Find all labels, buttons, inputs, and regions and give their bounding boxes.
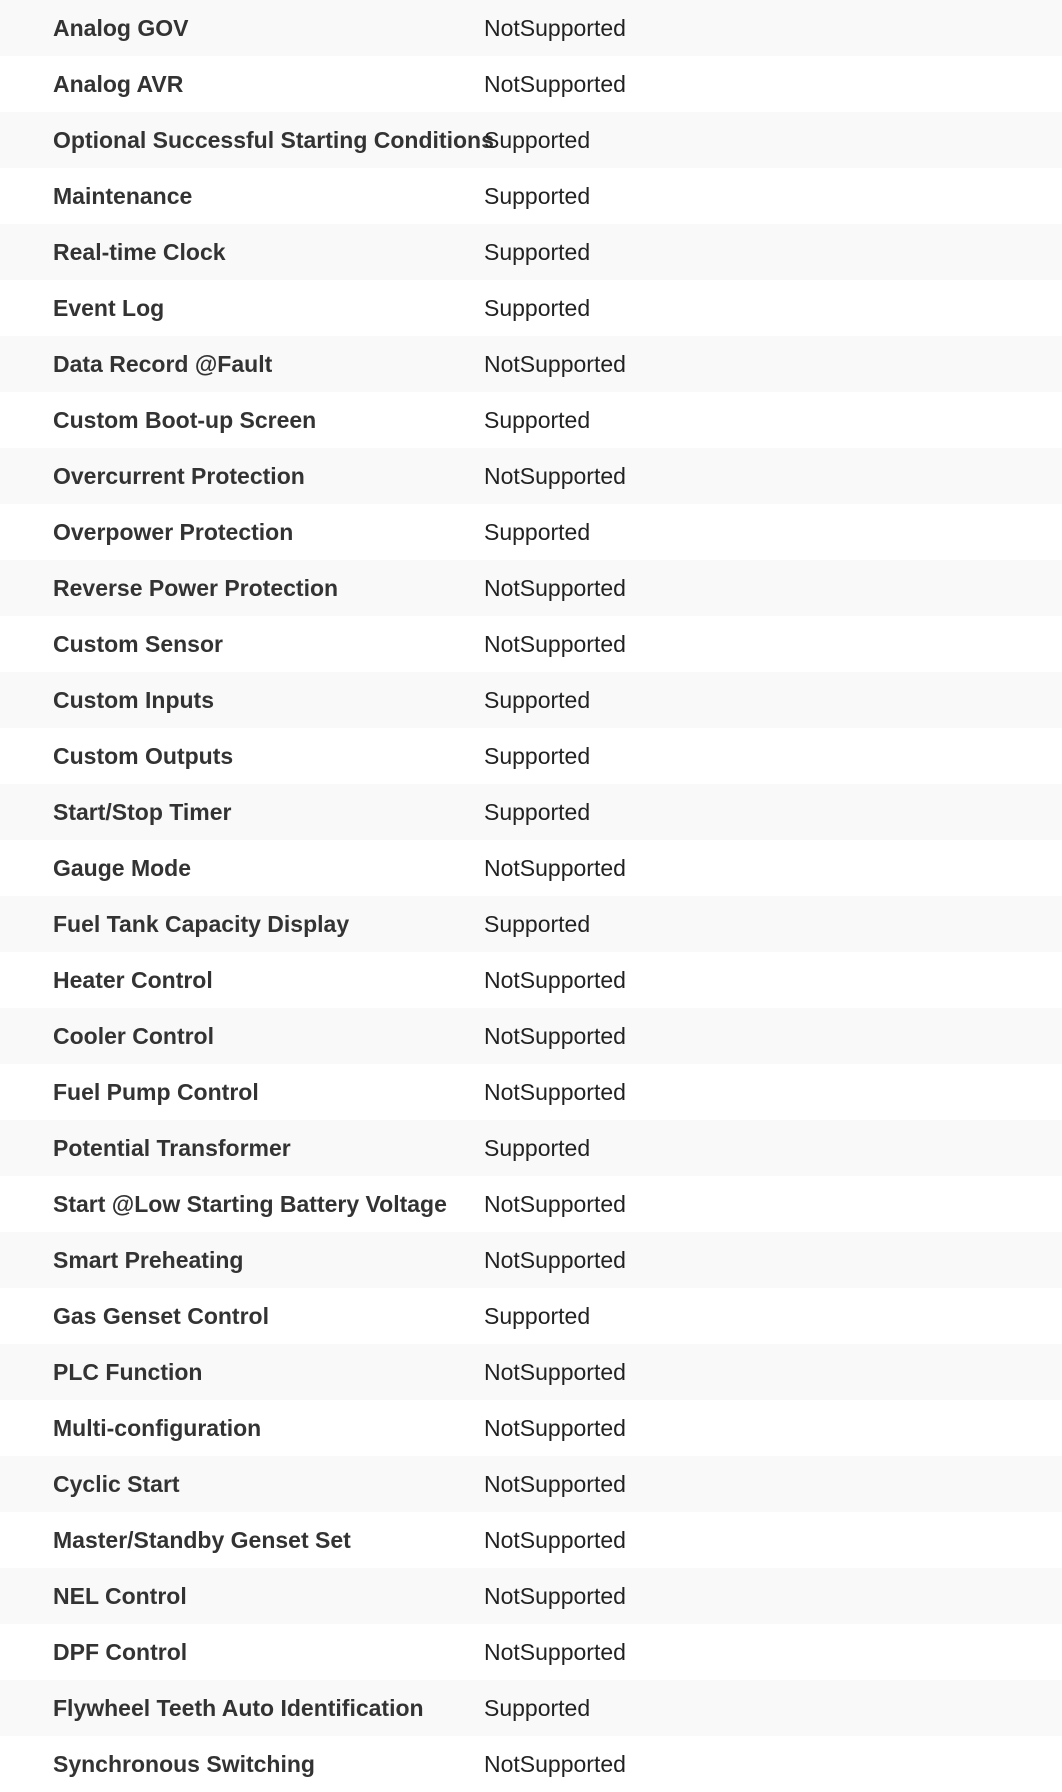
support-status: NotSupported bbox=[484, 1246, 626, 1273]
feature-name: Maintenance bbox=[53, 182, 193, 209]
table-row bbox=[0, 1680, 1062, 1736]
table-row bbox=[0, 784, 1062, 840]
feature-name: Multi-configuration bbox=[53, 1414, 262, 1441]
table-row bbox=[0, 280, 1062, 336]
support-status: NotSupported bbox=[484, 462, 626, 489]
support-status: Supported bbox=[484, 910, 591, 937]
support-status: NotSupported bbox=[484, 1470, 626, 1497]
feature-name: Cyclic Start bbox=[53, 1470, 180, 1497]
table-row bbox=[0, 1456, 1062, 1512]
table-row bbox=[0, 224, 1062, 280]
support-status: NotSupported bbox=[484, 14, 626, 41]
feature-name: Custom Outputs bbox=[53, 742, 234, 769]
support-status: NotSupported bbox=[484, 1414, 626, 1441]
table-row bbox=[0, 1232, 1062, 1288]
support-status: Supported bbox=[484, 518, 591, 545]
table-row bbox=[0, 1120, 1062, 1176]
table-row bbox=[0, 1568, 1062, 1624]
support-status: Supported bbox=[484, 182, 591, 209]
table-row bbox=[0, 616, 1062, 672]
feature-name: Gauge Mode bbox=[53, 854, 192, 881]
support-status: Supported bbox=[484, 238, 591, 265]
support-status: Supported bbox=[484, 798, 591, 825]
table-row bbox=[0, 112, 1062, 168]
support-status: NotSupported bbox=[484, 1582, 626, 1609]
table-row bbox=[0, 952, 1062, 1008]
feature-name: Overpower Protection bbox=[53, 518, 294, 545]
feature-name: Event Log bbox=[53, 294, 165, 321]
support-status: Supported bbox=[484, 294, 591, 321]
table-row bbox=[0, 504, 1062, 560]
feature-name: Custom Inputs bbox=[53, 686, 214, 713]
support-status: Supported bbox=[484, 742, 591, 769]
feature-name: Start @Low Starting Battery Voltage bbox=[53, 1190, 447, 1217]
support-status: Supported bbox=[484, 686, 591, 713]
feature-name: Custom Sensor bbox=[53, 630, 223, 657]
table-row bbox=[0, 1400, 1062, 1456]
support-status: NotSupported bbox=[484, 1750, 626, 1777]
table-row bbox=[0, 1512, 1062, 1568]
support-status: NotSupported bbox=[484, 1358, 626, 1385]
table-row bbox=[0, 448, 1062, 504]
feature-name: Fuel Pump Control bbox=[53, 1078, 259, 1105]
support-status: NotSupported bbox=[484, 1638, 626, 1665]
support-status: NotSupported bbox=[484, 1078, 626, 1105]
support-status: Supported bbox=[484, 1302, 591, 1329]
support-status: Supported bbox=[484, 406, 591, 433]
table-row bbox=[0, 896, 1062, 952]
support-status: NotSupported bbox=[484, 630, 626, 657]
support-status: Supported bbox=[484, 1694, 591, 1721]
feature-name: Heater Control bbox=[53, 966, 213, 993]
feature-name: Analog AVR bbox=[53, 70, 184, 97]
feature-name: Reverse Power Protection bbox=[53, 574, 339, 601]
feature-name: Gas Genset Control bbox=[53, 1302, 269, 1329]
table-row bbox=[0, 1288, 1062, 1344]
table-row bbox=[0, 1008, 1062, 1064]
table-row bbox=[0, 1176, 1062, 1232]
feature-name: PLC Function bbox=[53, 1358, 203, 1385]
feature-name: Potential Transformer bbox=[53, 1134, 291, 1161]
support-status: NotSupported bbox=[484, 350, 626, 377]
table-row bbox=[0, 1064, 1062, 1120]
table-row bbox=[0, 1624, 1062, 1680]
table-row bbox=[0, 672, 1062, 728]
feature-name: DPF Control bbox=[53, 1638, 188, 1665]
table-row bbox=[0, 1736, 1062, 1792]
feature-name: Smart Preheating bbox=[53, 1246, 244, 1273]
support-status: NotSupported bbox=[484, 1022, 626, 1049]
feature-name: Cooler Control bbox=[53, 1022, 214, 1049]
support-status: NotSupported bbox=[484, 1526, 626, 1553]
feature-name: Fuel Tank Capacity Display bbox=[53, 910, 350, 937]
feature-name: Custom Boot-up Screen bbox=[53, 406, 317, 433]
feature-name: Optional Successful Starting Conditions bbox=[53, 126, 494, 153]
table-row bbox=[0, 560, 1062, 616]
support-status: NotSupported bbox=[484, 966, 626, 993]
table-row bbox=[0, 56, 1062, 112]
feature-name: NEL Control bbox=[53, 1582, 187, 1609]
table-row bbox=[0, 0, 1062, 56]
feature-name: Master/Standby Genset Set bbox=[53, 1526, 351, 1553]
feature-name: Synchronous Switching bbox=[53, 1750, 315, 1777]
feature-name: Start/Stop Timer bbox=[53, 798, 232, 825]
table-row bbox=[0, 1344, 1062, 1400]
feature-name: Analog GOV bbox=[53, 14, 189, 41]
feature-name: Data Record @Fault bbox=[53, 350, 273, 377]
support-status: NotSupported bbox=[484, 854, 626, 881]
support-status: NotSupported bbox=[484, 70, 626, 97]
support-status: NotSupported bbox=[484, 1190, 626, 1217]
feature-name: Overcurrent Protection bbox=[53, 462, 305, 489]
support-status: NotSupported bbox=[484, 574, 626, 601]
feature-name: Flywheel Teeth Auto Identification bbox=[53, 1694, 424, 1721]
support-status: Supported bbox=[484, 126, 591, 153]
table-row bbox=[0, 840, 1062, 896]
feature-name: Real-time Clock bbox=[53, 238, 226, 265]
table-row bbox=[0, 392, 1062, 448]
table-row bbox=[0, 168, 1062, 224]
support-status: Supported bbox=[484, 1134, 591, 1161]
table-row bbox=[0, 728, 1062, 784]
table-row bbox=[0, 336, 1062, 392]
